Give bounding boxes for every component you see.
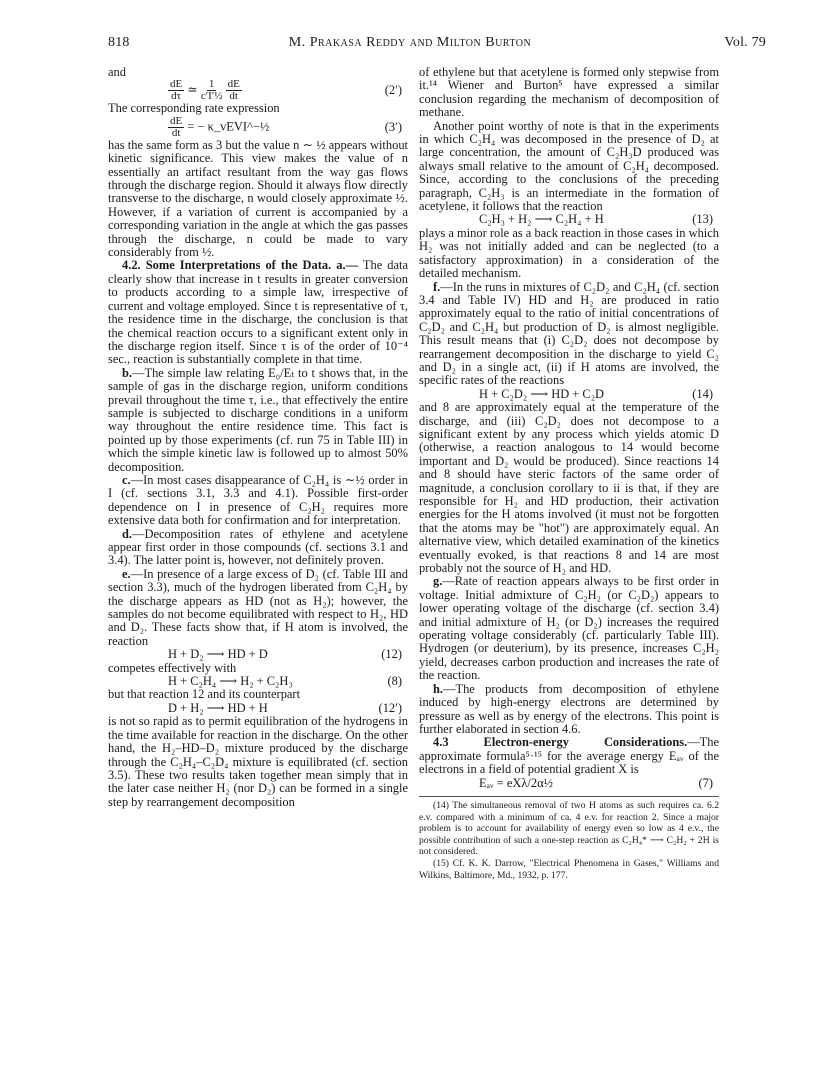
equation-3prime: $\frac{dE}{dt}$ = − κ_vEVI^−½ (3′) xyxy=(170,114,402,139)
equation-2prime: $\frac{dE}{d\tau}$ ≃ $\frac{1}{\text{c′I′½}}$ $\frac{dE}{dt}$ (2′) xyxy=(170,78,402,103)
volume-label: Vol. 79 xyxy=(724,35,766,50)
running-title: M. Prakasa Reddy and Milton Burton xyxy=(288,35,532,50)
paragraph-equilibration: is not so rapid as to permit equilibration of the hydrogens in the time available for reaction in the discharge. On the other hand, the H₂–HD–D₂ mixture produced by the discharge through the C₂H₄–C₂D₄ mixture is equilibrated (cf. section 3.5). These two results taken together mean simply that in the later case neither H₂ (nor D₂) can be formed in a single step by rearrangement decomposition xyxy=(108,714,408,809)
left-column xyxy=(108,66,408,809)
paragraph-and-8: and 8 are approximately equal at the temperature of the discharge, and (iii) C₂D₂ does not decompose to a significant extent by any process which yields atomic D (otherwise, a reaction analogous to 14 would become important and D₂ would be produced). Since reactions 14 and 8 should have steric factors of the same order of magnitude, a conclusion corollary to ii is that, if they are responsible for H₂ and HD production, their activation energies for the H atoms involved (it must not be forgotten that the atoms may be "hot") are approximately equal. An alternative view, which detailed examination of the kinetics eventually evoked, is that reactions 8 and 14 are most probably not the source of H₂ and HD. xyxy=(419,400,719,576)
item-e: e.—In presence of a large excess of D₂ (cf. Table III and section 3.3), much of the hydrogen liberated from C₂H₄ by the discharge appears as HD (not as H₂); however, the samples do not become equilibrated with respect to H₂, HD and D₂. These facts show that, if H atom is involved, the reaction xyxy=(108,566,408,648)
equation-7: Eₐᵥ = eXλ/2α½ (7) xyxy=(479,775,713,790)
item-g: g.—Rate of reaction appears always to be first order in voltage. Initial admixture of C₂H₂ (or C₂D₂) appears to lower operating voltage of the discharge (cf. section 3.4) and initial admixture of H₂ (or D₂) increases the required operating voltage considerably (cf. particularly Table III). Hydrogen (or deuterium), by its presence, increases C₂H₂ yield, decreases carbon production and increases the rate of the reaction. xyxy=(419,574,719,683)
equation-12: H + D₂ ⟶ HD + D (12) xyxy=(168,647,402,662)
paragraph-form: has the same form as 3 but the value n ∼ ½ appears without kinetic significance. This view makes the value of n essentially an artifact resultant from the way gas flows through the discharge region. Should it always flow directly transverse to the discharge, n would closely approximate ½. However, if a variation of current is accompanied by a corresponding variation in the angle at which the gas passes through the discharge, n could be made to vary considerably from ½. xyxy=(108,137,408,260)
rate-intro: The corresponding rate expression xyxy=(108,101,280,116)
item-f: f.—In the runs in mixtures of C₂D₂ and C₂H₄ (cf. section 3.4 and Table IV) HD and H₂ are produced in ratio approximately equal to the ratio of initial concentrations of C₂D₂ and C₂H₄ but production of D₂ is almost negligible. This result means that (i) C₂D₂ does not decompose by rearrangement decomposition in the discharge to yield C₂ and D₂ in a single act, (ii) if H atoms are involved, the specific rates of the reactions xyxy=(419,279,719,388)
footnote-14: (14) The simultaneous removal of two H atoms as such requires ca. 6.2 e.v. compared with a minimum of ca. 4 e.v. for reaction 2. Since a major problem is to account for availability of energy even so low as 4 e.v., the possible contribution of such a one-step reaction as C₂H₄* ⟶ C₂H₂ + 2H is not considered. xyxy=(419,799,719,858)
text-competes: competes effectively with xyxy=(108,660,237,675)
item-h: h.—The products from decomposition of ethylene induced by high-energy electrons are determined by pressure as well as by energy of the electrons. This point is further elaborated in section 4.6. xyxy=(419,681,719,736)
equation-12prime: D + H₂ ⟶ HD + H (12′) xyxy=(168,700,402,715)
item-b: b.—The simple law relating E₀/Eₜ to t shows that, in the sample of gas in the discharge region, uniform conditions prevail throughout the time τ, i.e., that effectively the entire sample is subjected to discharge conditions in a uniform way throughout the entire residence time. This fact is pointed up by those experiments (cf. run 75 in Table III) in which the simple kinetic law is followed up to almost 50% decomposition. xyxy=(108,365,408,474)
page-number: 818 xyxy=(108,35,130,50)
equation-8: H + C₂H₄ ⟶ H₂ + C₂H₃ (8) xyxy=(168,674,402,689)
equation-14: H + C₂D₂ ⟶ HD + C₂D (14) xyxy=(479,386,713,401)
paragraph-continued: of ethylene but that acetylene is formed only stepwise from it.¹⁴ Wiener and Burton⁵ have expressed a similar conclusion regarding the mechanism of decomposition of methane. xyxy=(419,65,719,120)
text-but-that: but that reaction 12 and its counterpart xyxy=(108,687,301,702)
item-d: d.—Decomposition rates of ethylene and acetylene appear first order in those compounds (cf. sections 3.1 and 3.4). The latter point is, however, not definitely proven. xyxy=(108,526,408,568)
footnote-rule xyxy=(419,796,719,797)
paragraph-plays: plays a minor role as a back reaction in those cases in which H₂ was not initially added and can be neglected (to a satisfactory approximation) in a consideration of the detailed mechanism. xyxy=(419,225,719,281)
right-column xyxy=(419,66,719,881)
paragraph-another-point: Another point worthy of note is that in the experiments in which C₂H₄ was decomposed in the presence of D₂ at large concentration, the amount of C₂H₃D produced was always small relative to the amount of C₂H₄ decomposed. Since, according to the conclusions of the preceding paragraph, C₂H₃ is an intermediate in the formation of acetylene, it follows that the reaction xyxy=(419,118,719,214)
section-4-3: 4.3 Electron-energy Considerations.—The approximate formula⁵·¹⁵ for the average energy Eₐᵥ of the electrons in a field of potential gradient X is xyxy=(419,735,719,777)
footnote-15: (15) Cf. K. K. Darrow, "Electrical Phenomena in Gases," Williams and Wilkins, Baltimore, Md., 1932, p. 177. xyxy=(419,857,719,881)
item-c: c.—In most cases disappearance of C₂H₄ is ∼½ order in I (cf. sections 3.1, 3.3 and 4.1). Possible first-order dependence on I in presence of C₂H₂ requires more extensive data both for confirmation and for interpretation. xyxy=(108,472,408,528)
equation-13: C₂H₃ + H₂ ⟶ C₂H₄ + H (13) xyxy=(479,212,713,227)
text-and: and xyxy=(108,65,126,79)
section-4-2: 4.2. Some Interpretations of the Data. a.— The data clearly show that increase in t results in greater conversion to products according to a simple law, irrespective of current and voltage employed. Since t is representative of τ, the residence time in the discharge, the conclusion is that the chemical reaction occurs to a significant extent only in the discharge region itself. Since τ is of the order of 10⁻⁴ sec., reaction is substantially complete in that time. xyxy=(108,258,408,367)
